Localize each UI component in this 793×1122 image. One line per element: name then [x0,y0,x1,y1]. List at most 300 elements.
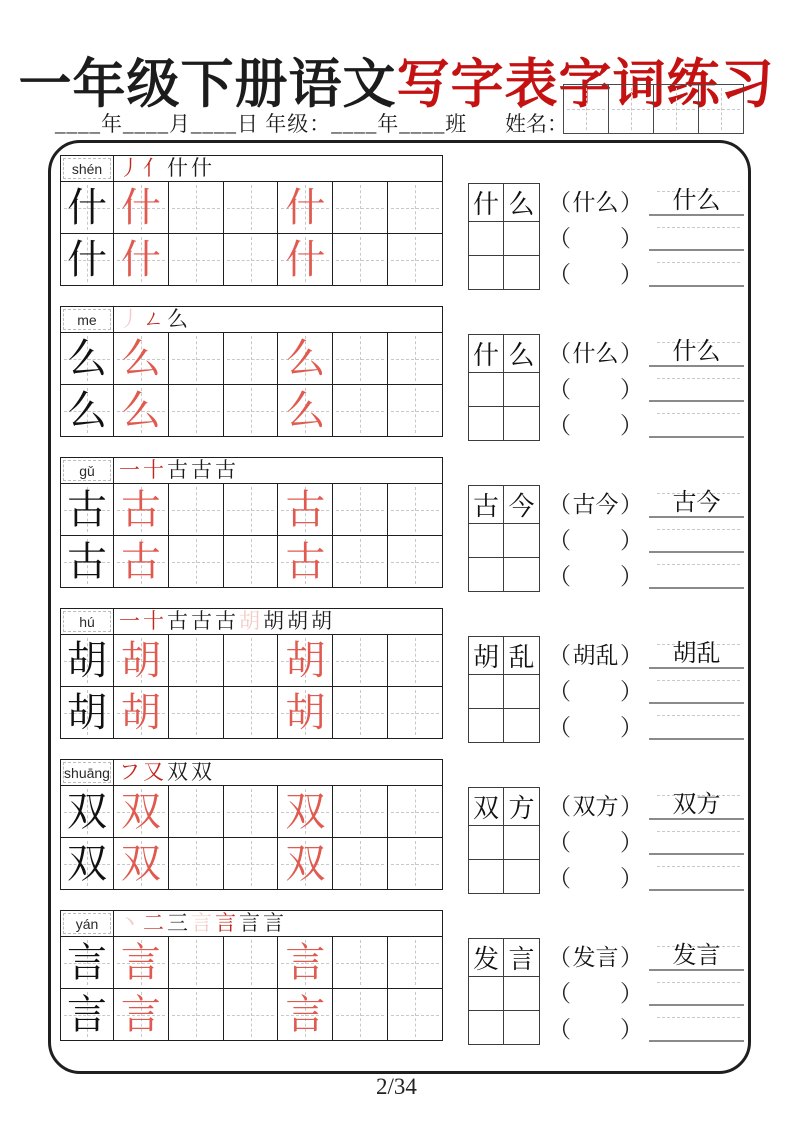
paren-row [548,636,643,672]
paren-row [548,219,643,255]
word-grid-cell [469,256,504,290]
paren-close: ） [620,1016,643,1042]
word-grid-cell: 今 [504,486,539,524]
stroke-step: 古 [215,458,236,482]
paren-row [548,974,643,1010]
empty-practice-cell [224,989,279,1040]
empty-practice-cell [224,234,279,285]
paren-column [548,485,643,592]
paren-close: ） [620,412,643,438]
dashed-guide-line [657,982,740,983]
empty-practice-cell [388,333,442,384]
empty-practice-cell [169,182,224,233]
pinyin-label: gǔ [63,460,111,481]
model-character: 双 [67,840,107,886]
word-grid [468,938,540,1045]
word-grid-cell [469,826,504,860]
stroke-order-row [114,307,442,332]
trace-character-cell [278,385,333,436]
practice-row [61,634,442,686]
writing-line-column [647,183,746,290]
model-character: 么 [67,387,107,433]
paren-row [548,672,643,708]
word-on-line: 胡乱 [672,640,721,667]
paren-close: ） [620,643,643,669]
stroke-step: 丶 [119,911,140,935]
word-in-paren: 胡乱 [572,643,619,669]
stroke-order-row [114,911,442,936]
paren-open: （ [548,643,571,669]
paren-row [548,334,643,370]
stroke-step: 胡 [311,609,332,633]
trace-character: 古 [120,486,161,532]
word-grid-cell [504,977,539,1011]
pinyin-cell [61,307,114,332]
paren-close: ） [620,945,643,971]
pinyin-label: shuāng [63,762,111,783]
trace-character-cell [278,786,333,837]
stroke-step: 一 [119,458,140,482]
writing-line-row [647,254,746,290]
paren-row [548,405,643,441]
stroke-step: 双 [191,760,212,784]
trace-character: 么 [120,335,161,381]
empty-practice-cell [333,385,388,436]
solid-writing-line [649,436,744,438]
paren-column [548,938,643,1045]
stroke-step: 胡 [287,609,308,633]
paren-close: ） [620,830,643,855]
writing-line-row [647,334,746,370]
trace-character: 双 [285,788,326,834]
stroke-step: 古 [215,609,236,633]
empty-practice-cell [169,536,224,587]
stroke-step: ㄥ [143,307,164,331]
trace-character: 古 [285,486,326,532]
word-on-line: 古今 [672,489,721,516]
empty-practice-cell [169,635,224,686]
pinyin-label: me [63,309,111,330]
empty-practice-cell [333,182,388,233]
model-character-cell [61,838,114,889]
stroke-step: 二 [143,911,164,935]
word-practice-block [468,183,746,290]
dashed-guide-line [657,413,740,414]
paren-column [548,787,643,894]
empty-practice-cell [388,182,442,233]
stroke-step: 丿 [119,156,140,180]
trace-character: 双 [120,788,161,834]
trace-character-cell [114,234,169,285]
word-on-line: 发言 [672,942,721,969]
dashed-guide-line [657,564,740,565]
model-character-cell [61,234,114,285]
writing-line-row [647,405,746,441]
stroke-step: 古 [191,458,212,482]
practice-row [61,233,442,285]
paren-open: （ [548,341,571,367]
empty-practice-cell [224,937,279,988]
word-grid-cell [504,524,539,558]
word-grid [468,485,540,592]
word-grid-cell [469,709,504,743]
trace-character-cell [114,687,169,738]
table-header-row [61,458,442,483]
word-grid-cell [504,826,539,860]
model-character-cell [61,182,114,233]
solid-writing-line [649,285,744,287]
page-number: 2/34 [376,1074,417,1099]
stroke-step: 什 [167,156,188,180]
model-character-cell [61,786,114,837]
trace-character-cell [114,635,169,686]
empty-practice-cell [224,635,279,686]
empty-practice-cell [333,234,388,285]
model-character: 古 [67,538,107,584]
empty-practice-cell [333,333,388,384]
solid-writing-line [649,400,744,402]
empty-practice-cell [388,838,442,889]
practice-section [51,457,748,608]
word-grid-cell [469,373,504,407]
word-grid [468,787,540,894]
writing-line-row [647,858,746,894]
paren-row [548,556,643,592]
word-in-paren: 发言 [572,945,619,971]
model-character-cell [61,635,114,686]
empty-practice-cell [333,838,388,889]
table-header-row [61,911,442,936]
stroke-step: フ [119,760,140,784]
writing-line-row [647,672,746,708]
paren-open: （ [548,190,571,216]
pinyin-cell [61,760,114,785]
dashed-guide-line [657,262,740,263]
model-character: 么 [67,335,107,381]
empty-practice-cell [333,635,388,686]
paren-row [548,787,643,823]
practice-row [61,988,442,1040]
dashed-guide-line [657,831,740,832]
empty-practice-cell [333,989,388,1040]
practice-row [61,332,442,384]
paren-open: （ [548,492,571,518]
model-character: 言 [67,991,107,1037]
stroke-step: 一 [119,609,140,633]
stroke-step: 十 [143,458,164,482]
writing-line-row [647,556,746,592]
stroke-step: 胡 [239,609,260,633]
trace-character-cell [278,937,333,988]
word-grid-cell [469,1011,504,1045]
trace-character-cell [114,536,169,587]
trace-character-cell [114,182,169,233]
solid-writing-line [649,889,744,891]
model-character-cell [61,687,114,738]
paren-close: ） [620,190,643,216]
stroke-step: 古 [167,458,188,482]
empty-practice-cell [169,838,224,889]
word-grid-cell: 么 [504,335,539,373]
trace-character-cell [114,333,169,384]
empty-practice-cell [169,937,224,988]
trace-character: 古 [285,538,326,584]
empty-practice-cell [333,937,388,988]
pinyin-label: hú [63,611,111,632]
paren-row [548,858,643,894]
stroke-step: 十 [143,609,164,633]
writing-line-column [647,334,746,441]
stroke-step: 亻 [143,156,164,180]
empty-practice-cell [333,536,388,587]
paren-row [548,938,643,974]
empty-practice-cell [224,385,279,436]
paren-open: （ [548,830,571,855]
trace-character: 胡 [120,689,161,735]
solid-writing-line [649,702,744,704]
trace-character: 言 [120,991,161,1037]
model-character: 双 [67,788,107,834]
trace-character: 胡 [285,689,326,735]
practice-row [61,483,442,535]
dashed-guide-line [657,680,740,681]
word-grid [468,183,540,290]
stroke-step: 言 [191,911,212,935]
paren-row [548,370,643,406]
writing-line-row [647,707,746,743]
paren-open: （ [548,794,571,820]
writing-line-row [647,787,746,823]
empty-practice-cell [169,484,224,535]
paren-row [548,183,643,219]
empty-practice-cell [224,182,279,233]
paren-open: （ [548,377,571,402]
title-red: 写字表字词练习 [396,54,775,114]
empty-practice-cell [169,385,224,436]
writing-line-row [647,636,746,672]
stroke-step: 双 [167,760,188,784]
pinyin-cell [61,609,114,634]
empty-practice-cell [388,989,442,1040]
word-grid-cell [504,256,539,290]
empty-practice-cell [388,536,442,587]
paren-close: ） [620,794,643,820]
word-grid-cell: 乱 [504,637,539,675]
writing-line-row [647,974,746,1010]
writing-line-column [647,636,746,743]
trace-character: 言 [285,939,326,985]
paren-open: （ [548,714,571,740]
stroke-practice-table [60,306,443,437]
word-grid-cell [469,222,504,256]
dashed-guide-line [657,1017,740,1018]
word-practice-block [468,938,746,1045]
paren-close: ） [620,377,643,402]
stroke-practice-table [60,608,443,739]
stroke-order-row [114,760,442,785]
empty-practice-cell [333,687,388,738]
solid-writing-line [649,738,744,740]
practice-section [51,155,748,306]
trace-character-cell [114,838,169,889]
trace-character-cell [114,786,169,837]
word-grid-cell [469,675,504,709]
trace-character-cell [278,234,333,285]
trace-character: 什 [120,236,161,282]
solid-writing-line [649,551,744,553]
word-grid-cell [504,222,539,256]
table-header-row [61,609,442,634]
word-practice-block [468,485,746,592]
word-grid-cell: 胡 [469,637,504,675]
word-grid-cell [504,709,539,743]
empty-practice-cell [169,989,224,1040]
trace-character: 双 [120,840,161,886]
trace-character: 言 [285,991,326,1037]
word-grid-cell: 么 [504,184,539,222]
empty-practice-cell [224,786,279,837]
word-grid-cell [469,558,504,592]
model-character: 古 [67,486,107,532]
paren-close: ） [620,226,643,251]
solid-writing-line [649,853,744,855]
paren-open: （ [548,261,571,287]
empty-practice-cell [388,234,442,285]
paren-close: ） [620,563,643,589]
word-on-line: 什么 [672,187,721,214]
writing-line-row [647,521,746,557]
word-in-paren: 古今 [572,492,619,518]
empty-practice-cell [388,385,442,436]
empty-practice-cell [224,536,279,587]
dashed-guide-line [657,378,740,379]
word-practice-block [468,787,746,894]
word-grid [468,334,540,441]
paren-close: ） [620,341,643,367]
pinyin-label: shén [63,158,111,179]
practice-row [61,535,442,587]
practice-section [51,910,748,1061]
practice-row [61,936,442,988]
empty-practice-cell [169,234,224,285]
writing-line-row [647,1009,746,1045]
model-character-cell [61,937,114,988]
trace-character-cell [278,484,333,535]
paren-close: ） [620,492,643,518]
name-grid-cell [654,85,699,133]
paren-row [548,521,643,557]
paren-open: （ [548,412,571,438]
paren-open: （ [548,563,571,589]
trace-character: 胡 [120,637,161,683]
stroke-practice-table [60,910,443,1041]
word-grid-cell [504,407,539,441]
date-grade-line: ____年____月____日 年级：____年____班 [55,112,468,136]
practice-section [51,306,748,457]
word-grid-cell [504,373,539,407]
stroke-step: 胡 [263,609,284,633]
trace-character: 什 [285,184,326,230]
paren-close: ） [620,679,643,704]
title-black: 一年级下册语文 [18,54,397,114]
empty-practice-cell [169,786,224,837]
trace-character-cell [278,687,333,738]
trace-character-cell [114,937,169,988]
model-character-cell [61,484,114,535]
model-character: 胡 [67,689,107,735]
solid-writing-line [649,1040,744,1042]
trace-character-cell [278,838,333,889]
word-grid-cell [469,407,504,441]
practice-section [51,608,748,759]
word-in-paren: 什么 [572,190,619,216]
trace-character-cell [114,484,169,535]
trace-character-cell [278,635,333,686]
writing-line-row [647,370,746,406]
trace-character-cell [278,333,333,384]
dashed-guide-line [657,529,740,530]
model-character-cell [61,536,114,587]
writing-line-row [647,938,746,974]
trace-character: 么 [120,387,161,433]
paren-close: ） [620,865,643,891]
solid-writing-line [649,1004,744,1006]
paren-close: ） [620,528,643,553]
word-in-paren: 双方 [572,794,619,820]
pinyin-cell [61,458,114,483]
dashed-guide-line [657,866,740,867]
empty-practice-cell [388,687,442,738]
writing-line-column [647,938,746,1045]
word-grid-cell [469,524,504,558]
word-on-line: 什么 [672,338,721,365]
practice-row [61,384,442,436]
stroke-practice-table [60,759,443,890]
trace-character: 言 [120,939,161,985]
paren-open: （ [548,1016,571,1042]
practice-row [61,686,442,738]
word-grid-cell: 方 [504,788,539,826]
stroke-step: 丿 [119,307,140,331]
dashed-guide-line [657,227,740,228]
paren-column [548,636,643,743]
paren-column [548,334,643,441]
trace-character: 什 [120,184,161,230]
word-grid-cell [469,977,504,1011]
table-header-row [61,307,442,332]
paren-column [548,183,643,290]
name-grid-cell [609,85,654,133]
model-character: 言 [67,939,107,985]
trace-character: 么 [285,335,326,381]
stroke-step: 古 [167,609,188,633]
word-grid-cell: 言 [504,939,539,977]
table-header-row [61,156,442,181]
empty-practice-cell [388,786,442,837]
stroke-order-row [114,156,442,181]
model-character: 什 [67,236,107,282]
paren-row [548,485,643,521]
empty-practice-cell [224,484,279,535]
pinyin-cell [61,156,114,181]
empty-practice-cell [224,687,279,738]
paren-row [548,707,643,743]
worksheet-body [48,140,751,1074]
word-grid [468,636,540,743]
word-grid-cell: 古 [469,486,504,524]
paren-open: （ [548,226,571,251]
word-on-line: 双方 [672,791,721,818]
